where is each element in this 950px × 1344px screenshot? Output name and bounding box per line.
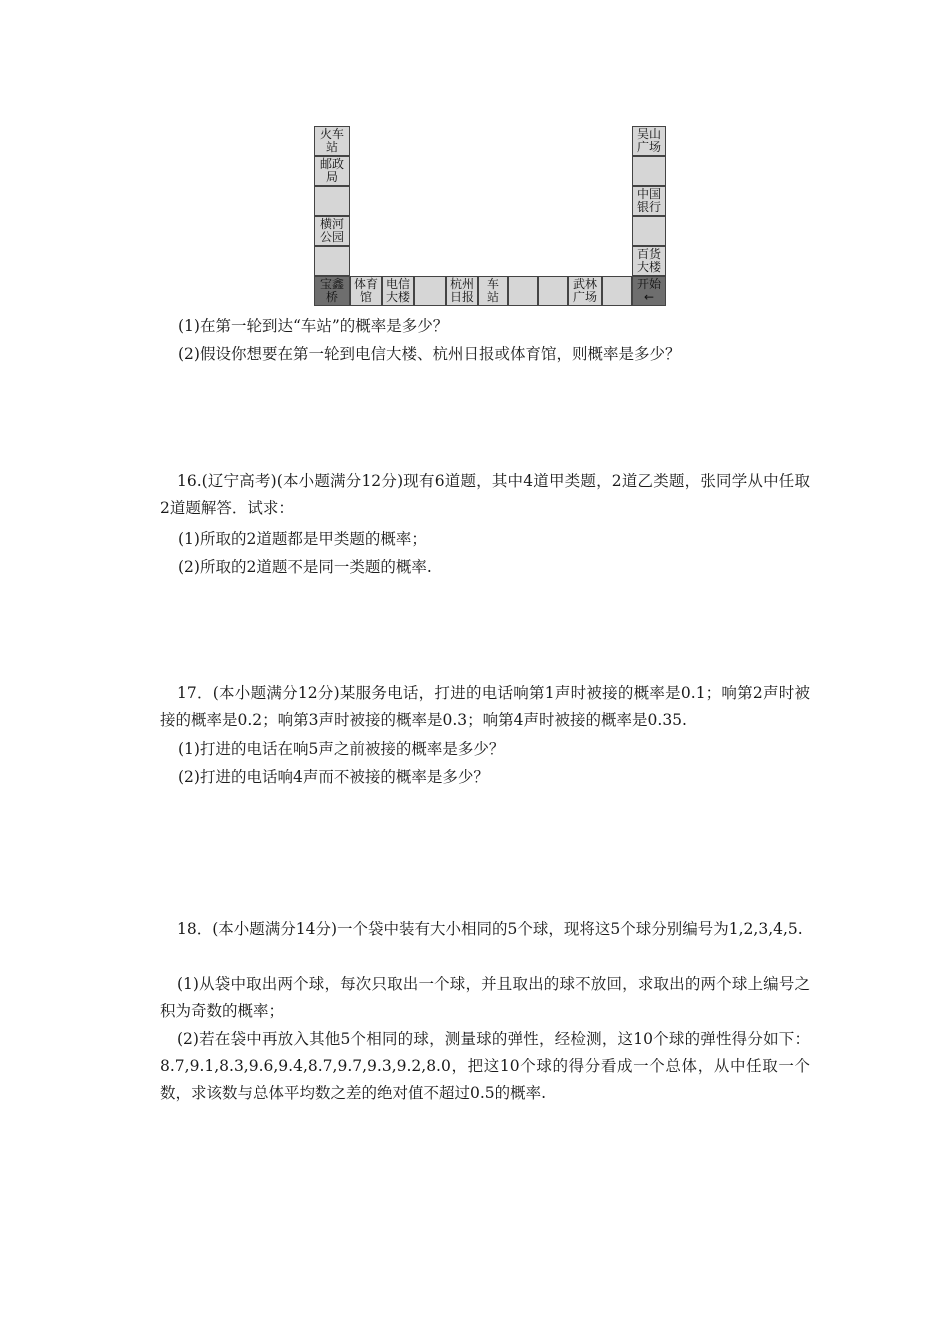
cell-line: 车 [486, 277, 499, 291]
cell-line: 日报 [449, 290, 474, 304]
board-cell-right-0 [632, 126, 666, 156]
board-cell-bottom-4 [446, 276, 478, 306]
start-arrow-icon: ← [643, 290, 655, 304]
board-cell-bottom-1 [350, 276, 382, 306]
board-cell-bottom-9 [602, 276, 632, 306]
board-cell-bottom-3 [414, 276, 446, 306]
board-cell-bottom-6 [508, 276, 538, 306]
board-cell-left-1 [314, 156, 350, 186]
cell-line: 桥 [325, 290, 338, 304]
cell-line: 杭州 [449, 277, 474, 291]
q16-part-1: (1)所取的2道题都是甲类题的概率； [178, 530, 427, 548]
cell-line: 大楼 [636, 260, 661, 274]
cell-line: 局 [325, 170, 338, 184]
board-cell-left-4 [314, 246, 350, 276]
q17-part-2: (2)打进的电话响4声而不被接的概率是多少？ [178, 768, 489, 786]
cell-line: 吴山 [636, 127, 661, 141]
cell-line: 百货 [636, 247, 661, 261]
q16-stem: 16.(辽宁高考)(本小题满分12分)现有6道题，其中4道甲类题，2道乙类题，张同学从中任取2道题解答．试求： [160, 472, 810, 517]
board-cell-bottom-8 [568, 276, 602, 306]
cell-line: 中国 [636, 187, 661, 201]
q18-stem: 18．(本小题满分14分)一个袋中装有大小相同的5个球，现将这5个球分别编号为1,2,3,4,5. [177, 920, 803, 938]
cell-line: 开始 [636, 277, 661, 291]
cell-line: 横河 [319, 217, 344, 231]
cell-line: 武林 [572, 277, 597, 291]
q18-part-2: (2)若在袋中再放入其他5个相同的球，测量球的弹性，经检测，这10个球的弹性得分如下：8.7,9.1,8.3,9.6,9.4,8.7,9.7,9.3,9.2,8.0，把这10个球的得分看成一个总体，从中任取一个数，求该数与总体平均数之差的绝对值不超过0.5的概率. [160, 1030, 810, 1102]
cell-line: 站 [325, 140, 338, 154]
board-cell-bottom-5 [478, 276, 508, 306]
board-cell-right-2 [632, 186, 666, 216]
board-cell-right-4 [632, 246, 666, 276]
cell-line: 宝鑫 [319, 277, 344, 291]
cell-line: 邮政 [319, 157, 344, 171]
board-cell-bottom-2 [382, 276, 414, 306]
q17-stem: 17．(本小题满分12分)某服务电话，打进的电话响第1声时被接的概率是0.1；响第2声时被接的概率是0.2；响第3声时被接的概率是0.3；响第4声时被接的概率是0.35. [160, 684, 810, 729]
cell-line: 体育 [353, 277, 378, 291]
q16-part-2: (2)所取的2道题不是同一类题的概率. [178, 558, 432, 576]
q15-part-1: (1)在第一轮到达“车站”的概率是多少？ [178, 317, 449, 335]
cell-line: 银行 [636, 200, 661, 214]
board-cell-right-3 [632, 216, 666, 246]
cell-line: 广场 [572, 290, 597, 304]
cell-line: 火车 [319, 127, 344, 141]
board-cell-left-0 [314, 126, 350, 156]
cell-line: 公园 [319, 230, 344, 244]
cell-line: 电信 [385, 277, 410, 291]
cell-line: 馆 [359, 290, 372, 304]
board-cell-bottom-7 [538, 276, 568, 306]
cell-line: 大楼 [385, 290, 410, 304]
q15-part-2: (2)假设你想要在第一轮到电信大楼、杭州日报或体育馆，则概率是多少？ [178, 345, 681, 363]
board-cell-right-1 [632, 156, 666, 186]
q17-part-1: (1)打进的电话在响5声之前被接的概率是多少？ [178, 740, 505, 758]
board-diagram [314, 126, 666, 306]
board-cell-bottom-0 [314, 276, 350, 306]
board-cell-start [632, 276, 666, 306]
board-cell-left-3 [314, 216, 350, 246]
q18-part-1: (1)从袋中取出两个球，每次只取出一个球，并且取出的球不放回，求取出的两个球上编号之积为奇数的概率； [160, 975, 810, 1020]
cell-line: 广场 [636, 140, 661, 154]
cell-line: 站 [486, 290, 499, 304]
board-cell-left-2 [314, 186, 350, 216]
